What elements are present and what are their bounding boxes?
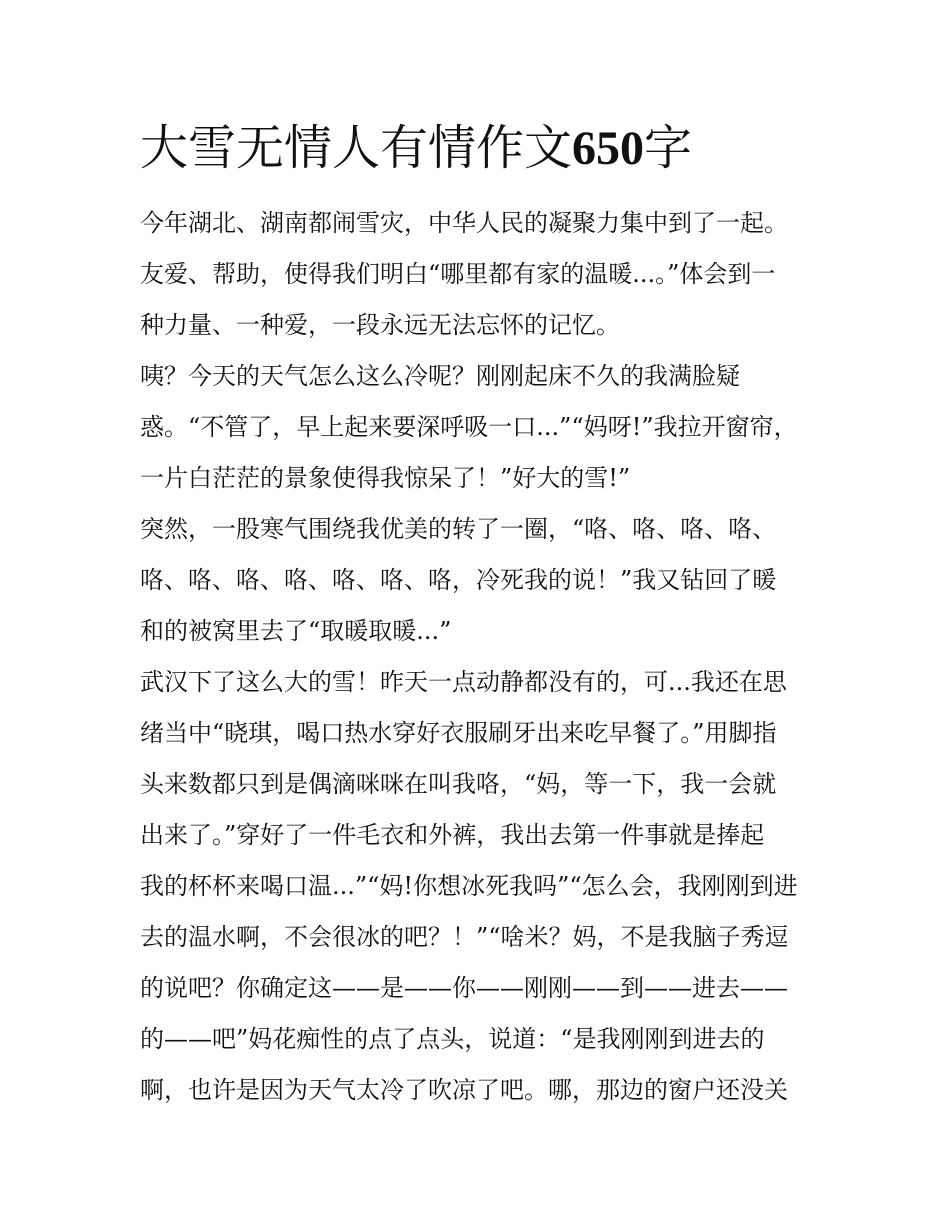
title-unit: 字	[644, 120, 693, 176]
text-line: 突然，一股寒气围绕我优美的转了一圈，“咯、咯、咯、咯、	[140, 515, 777, 543]
text-line: 出来了。”穿好了一件毛衣和外裤，我出去第一件事就是捧起	[140, 821, 765, 849]
document-title	[140, 118, 820, 179]
text-line: 啊，也许是因为天气太冷了吹凉了吧。哪，那边的窗户还没关	[140, 1076, 788, 1104]
text-line: 一片白茫茫的景象使得我惊呆了！”好大的雪!”	[140, 464, 631, 492]
text-line: 绪当中“晓琪，喝口热水穿好衣服刷牙出来吃早餐了。”用脚指	[140, 719, 777, 747]
text-line: 咯、咯、咯、咯、咯、咯、咯，冷死我的说！”我又钻回了暖	[140, 566, 777, 594]
text-line: 友爱、帮助，使得我们明白“哪里都有家的温暖...。”体会到一	[140, 260, 776, 288]
text-line: 去的温水啊，不会很冰的吧？！”“啥米？妈，不是我脑子秀逗	[140, 923, 789, 951]
text-line: 我的杯杯来喝口温...”“妈!你想冰死我吗”“怎么会，我刚刚到进	[140, 872, 798, 900]
text-line: 的——吧”妈花痴性的点了点头，说道：“是我刚刚到进去的	[140, 1025, 765, 1053]
text-line: 武汉下了这么大的雪！昨天一点动静都没有的，可...我还在思	[140, 668, 787, 696]
text-line: 咦？今天的天气怎么这么冷呢？刚刚起床不久的我满脸疑	[140, 362, 740, 390]
text-line: 和的被窝里去了“取暖取暖...”	[140, 617, 452, 645]
title-main: 大雪无情人有情作文	[140, 120, 573, 176]
document-body	[140, 198, 820, 1116]
text-line: 今年湖北、湖南都闹雪灾，中华人民的凝聚力集中到了一起。	[140, 209, 788, 237]
text-line: 的说吧？你确定这——是——你——刚刚——到——进去——	[140, 974, 788, 1002]
title-number: 650	[572, 122, 645, 175]
text-line: 惑。“不管了，早上起来要深呼吸一口...”“妈呀!”我拉开窗帘，	[140, 413, 798, 441]
text-line: 种力量、一种爱，一段永远无法忘怀的记忆。	[140, 311, 620, 339]
text-line: 头来数都只到是偶滴咪咪在叫我咯，“妈，等一下，我一会就	[140, 770, 777, 798]
